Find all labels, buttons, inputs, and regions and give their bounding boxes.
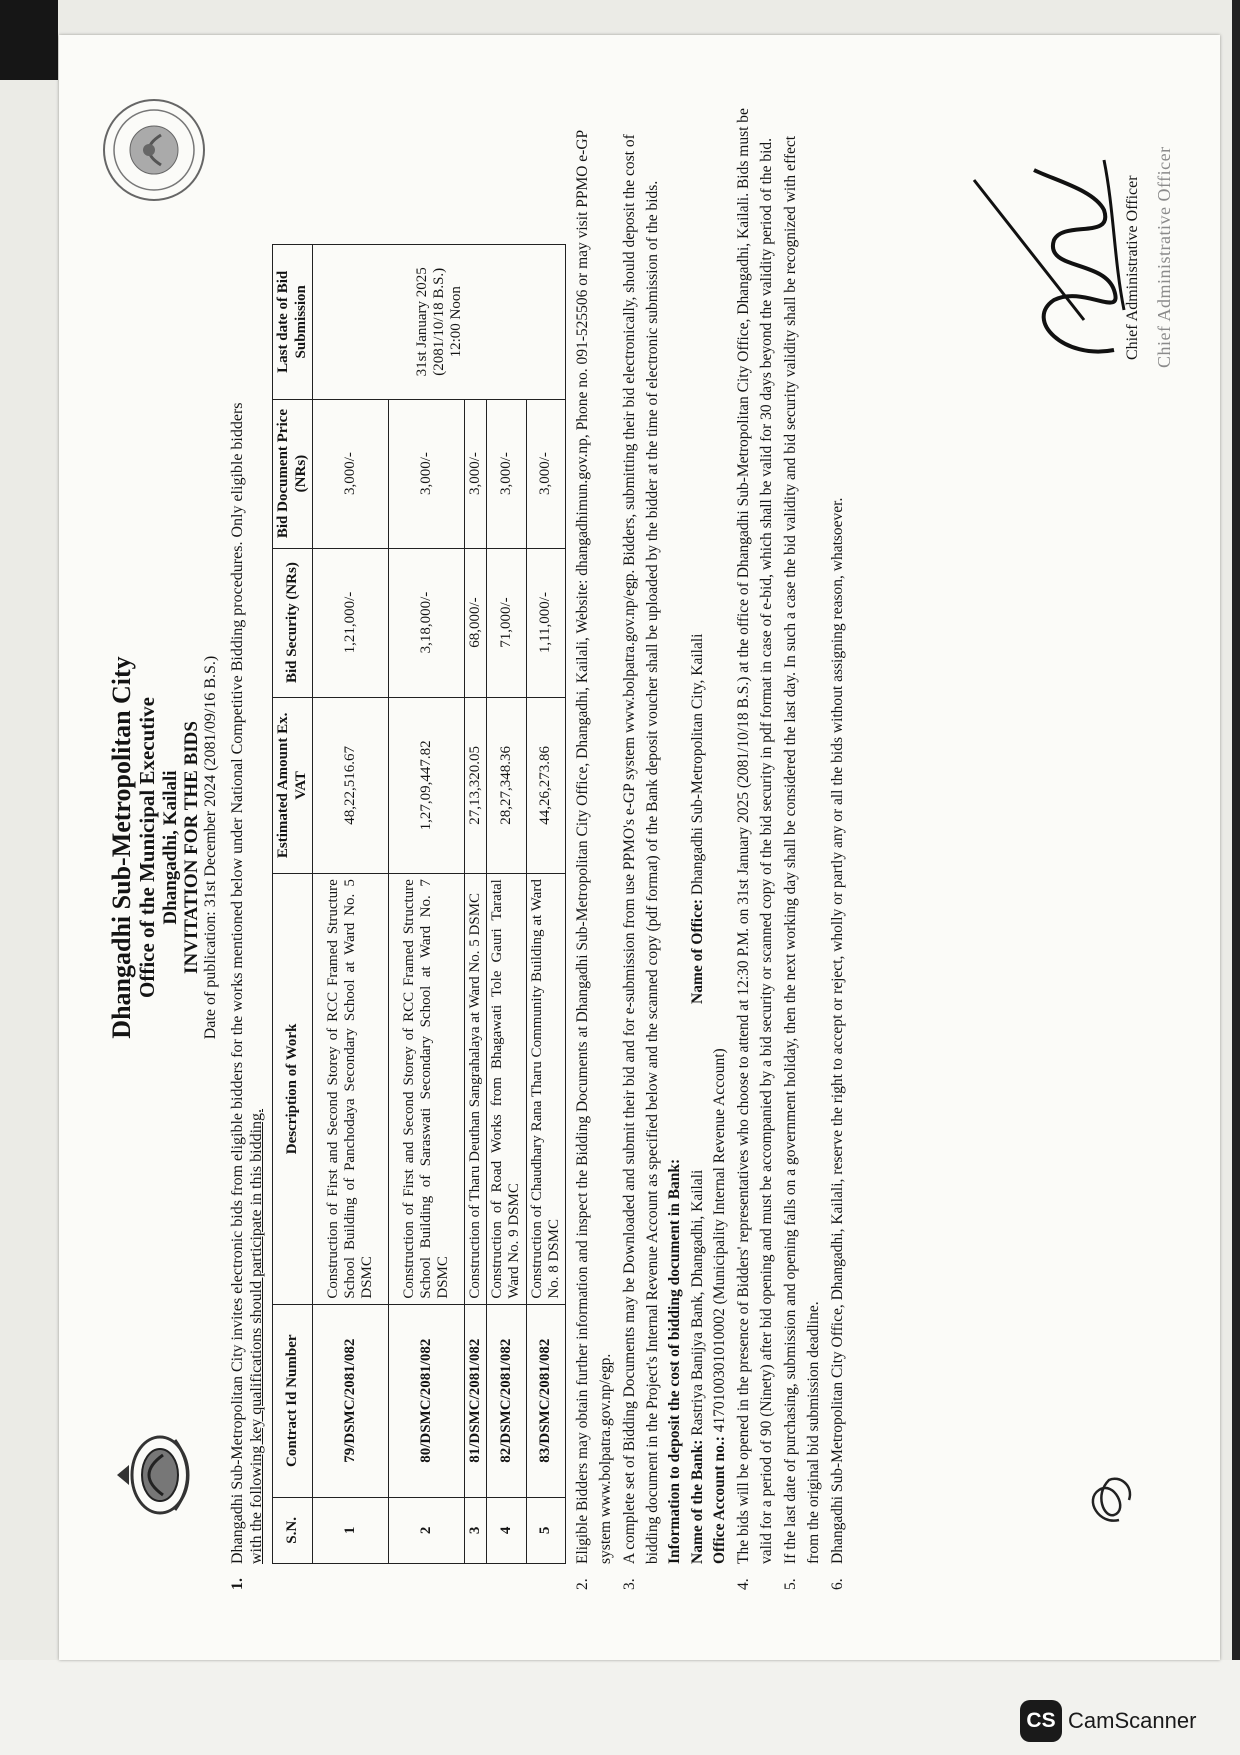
document-page (59, 35, 1220, 1660)
camscanner-label: CamScanner (1068, 1708, 1197, 1733)
letter-header (107, 105, 220, 1590)
para-text: Dhangadhi Sub-Metropolitan City Office, Dhangadhi, Kailali, reserve the right to accept or reject, wholly or partly any or all the bids without assigning reason, whatsoever. (829, 497, 847, 1564)
cell-description: Construction of First and Second Storey of RCC Framed Structure School Building of Panchodaya Secondary School at Ward No. 5 DSMC (312, 874, 388, 1304)
cell-sn: 3 (464, 1497, 486, 1563)
paragraph-4 (733, 105, 778, 1590)
document-title: INVITATION FOR THE BIDS (180, 721, 202, 974)
para-number: 5. (782, 1578, 800, 1590)
para-number: 1. (229, 1578, 247, 1590)
paragraph-3 (619, 105, 731, 1590)
office-location: Dhangadhi, Kailali (159, 770, 181, 925)
bank-name-label: Name of the Bank: (688, 1439, 706, 1564)
col-header-contract-id: Contract Id Number (273, 1304, 313, 1497)
paragraph-6 (827, 105, 849, 1590)
cell-document-price: 3,000/- (464, 399, 486, 548)
table-row (487, 245, 527, 1564)
municipal-seal-icon (99, 95, 209, 205)
col-header-sn: S.N. (273, 1497, 313, 1563)
table-row (526, 245, 566, 1564)
col-header-last-date: Last date of Bid Submission (273, 245, 313, 400)
office-name-value: Dhangadhi Sub-Metropolitan City, Kailali (688, 633, 706, 896)
signatory-stamp-text: Chief Administrative Officer (1154, 146, 1174, 368)
cell-last-date: 31st January 2025 (2081/10/18 B.S.) 12:00 Noon (312, 245, 565, 400)
table-row (312, 245, 388, 1564)
table-row (388, 245, 464, 1564)
cell-document-price: 3,000/- (388, 399, 464, 548)
camscanner-watermark (1020, 1700, 1196, 1742)
cell-contract-id: 79/DSMC/2081/082 (312, 1304, 388, 1497)
nepal-emblem-icon (115, 1430, 195, 1520)
rotated-content (59, 35, 1220, 1660)
cell-contract-id: 81/DSMC/2081/082 (464, 1304, 486, 1497)
bank-info-heading: Information to deposit the cost of bidding document in Bank: (666, 1158, 684, 1564)
cell-contract-id: 83/DSMC/2081/082 (526, 1304, 566, 1497)
cell-description: Construction of Road Works from Bhagawati Tole Gauri Taratal Ward No. 9 DSMC (487, 874, 527, 1304)
cell-sn: 1 (312, 1497, 388, 1563)
scan-right-edge (1232, 0, 1240, 1660)
cell-contract-id: 82/DSMC/2081/082 (487, 1304, 527, 1497)
cell-estimated-amount: 48,22,516.67 (312, 697, 388, 874)
office-name-label: Name of Office: (688, 898, 706, 1004)
para-number: 3. (621, 1578, 639, 1590)
cell-bid-security: 3,18,000/- (388, 548, 464, 697)
cell-contract-id: 80/DSMC/2081/082 (388, 1304, 464, 1497)
table-header-row (273, 245, 313, 1564)
intro-paragraph (228, 105, 266, 1590)
cell-estimated-amount: 27,13,320.05 (464, 697, 486, 874)
office-name: Office of the Municipal Executive (135, 697, 160, 998)
cell-sn: 2 (388, 1497, 464, 1563)
cell-estimated-amount: 1,27,09,447.82 (388, 697, 464, 874)
city-name: Dhangadhi Sub-Metropolitan City (107, 656, 136, 1039)
cell-bid-security: 71,000/- (487, 548, 527, 697)
cell-estimated-amount: 44,26,273.86 (526, 697, 566, 874)
cell-bid-security: 68,000/- (464, 548, 486, 697)
cell-description: Construction of Chaudhary Rana Tharu Community Building at Ward No. 8 DSMC (526, 874, 566, 1304)
camscanner-logo-icon: CS (1020, 1700, 1062, 1742)
table-row (464, 245, 486, 1564)
account-label: Office Account no.: (711, 1436, 728, 1564)
para-text: If the last date of purchasing, submission and opening falls on a government holiday, then the next working day shall be considered the last day. In such a case the bid validity and bid security validity shall be recognized with effect from the original bid submission deadline. (782, 135, 822, 1564)
para-number: 4. (735, 1578, 753, 1590)
col-header-description: Description of Work (273, 874, 313, 1304)
para-text: Eligible Bidders may obtain further information and inspect the Bidding Documents at Dhangadhi Sub-Metropolitan City Office, Dhangadhi, Kailali, Website: dhangadhimun.gov.np, Phone no. 091-525506 or may visit PPMO e-GP system www.bolpatra.gov.np/egp. (574, 130, 614, 1564)
cell-description: Construction of First and Second Storey of RCC Framed Structure School Building of Saraswati Secondary School at Ward No. 7 DSMC (388, 874, 464, 1304)
publication-date: Date of publication: 31st December 2024 (2081/09/16 B.S.) (202, 655, 220, 1040)
bank-name-value: Rastriya Banijya Bank, Dhangadhi, Kailali (688, 1169, 706, 1436)
intro-text: Dhangadhi Sub-Metropolitan City invites electronic bids from eligible bidders for the works mentioned below under National Competitive Bidding procedures. Only eligible bidders (229, 402, 247, 1564)
scan-dark-corner (0, 0, 58, 80)
col-header-estimated-amount: Estimated Amount Ex. VAT (273, 697, 313, 874)
cell-bid-security: 1,21,000/- (312, 548, 388, 697)
intro-text-qualifications: with the following key qualifications should participate in this bidding. (248, 1108, 266, 1564)
initials-icon (1079, 1470, 1139, 1530)
paragraph-2 (572, 105, 617, 1590)
cell-document-price: 3,000/- (487, 399, 527, 548)
cell-sn: 4 (487, 1497, 527, 1563)
para-number: 2. (574, 1578, 592, 1590)
para-text: The bids will be opened in the presence of Bidders' representatives who choose to attend at 12:30 P.M. on 31st January 2025 (2081/10/18 B.S.) at the office of Dhangadhi Sub-Metropolitan City Office, Dhangadhi, Kailali. Bids must be valid for a period of 90 (Ninety) after bid opening and must be accompanied by a bid security or scanned copy of the bid security in pdf format in case of e-bid, which shall be valid for 30 days beyond the validity period of the bid. (735, 108, 775, 1564)
para-number: 6. (829, 1578, 847, 1590)
cell-sn: 5 (526, 1497, 566, 1563)
cell-bid-security: 1,11,000/- (526, 548, 566, 697)
cell-document-price: 3,000/- (312, 399, 388, 548)
cell-description: Construction of Tharu Deuthan Sangrahalaya at Ward No. 5 DSMC (464, 874, 486, 1304)
signatory-title: Chief Administrative Officer (1124, 175, 1141, 360)
col-header-document-price: Bid Document Price (NRs) (273, 399, 313, 548)
cell-estimated-amount: 28,27,348.36 (487, 697, 527, 874)
para-text: A complete set of Bidding Documents may be Downloaded and submit their bid and for e-submission from use PPMO's e-GP system www.bolpatra.gov.np/egp. Bidders, submitting their bid electronically, should deposit the cost of bidding document in the Project's Internal Revenue Account as specified below and the scanned copy (pdf format) of the Bank deposit voucher shall be uploaded by the bidder at the time of electronic submission of the bids. (621, 134, 661, 1564)
cell-document-price: 3,000/- (526, 399, 566, 548)
paragraph-5 (780, 105, 825, 1590)
col-header-bid-security: Bid Security (NRs) (273, 548, 313, 697)
account-value: 4170100301010002 (Municipality Internal Revenue Account) (711, 1048, 728, 1433)
bid-works-table (272, 244, 566, 1564)
